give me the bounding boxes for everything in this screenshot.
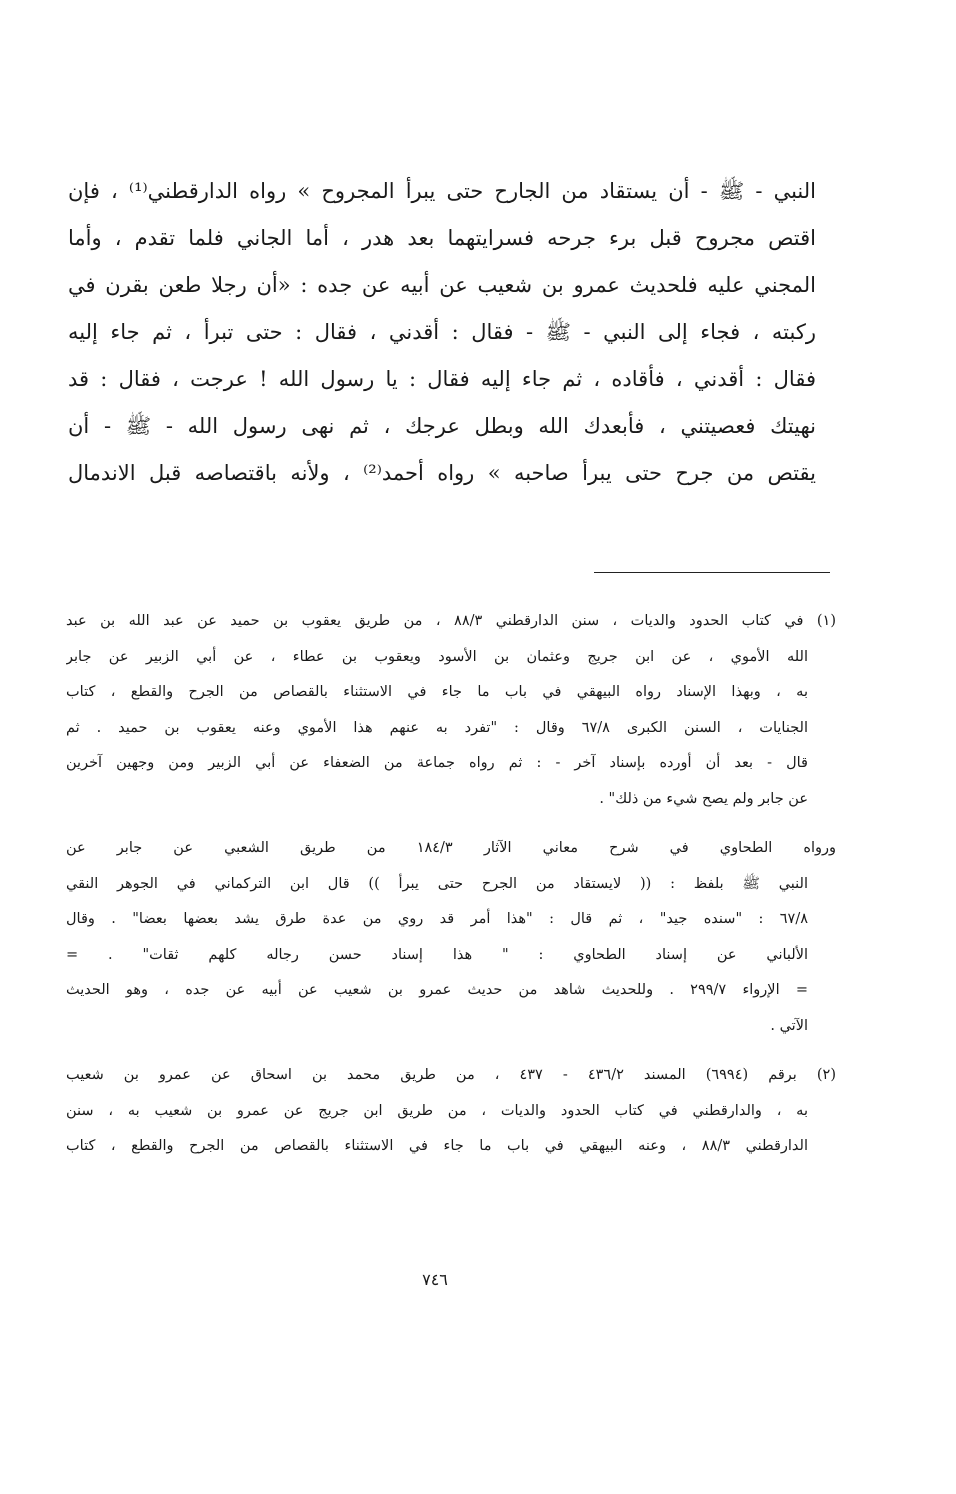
footnote-line: النبي ﷺ بلفظ : (( لايستقاد من الجرح حتى يبرأ )) قال ابن التركماني في الجوهر النقي (66, 875, 808, 892)
footnote-line: (٢) برقم (٦٩٩٤) المسند ٤٣٦/٢ - ٤٣٧ ، من طريق محمد بن اسحاق عن عمرو بن شعيب (66, 1067, 836, 1083)
main-text-line: اقتص مجروح قبل برء جرحه فسرايتهما بعد هدر ، أما الجاني فلما تقدم ، وأما (68, 226, 816, 250)
footnote-line: به ، والدارقطني في كتاب الحدود والديات ، من طريق ابن جريج عن عمرو بن شعيب به ، سنن (66, 1102, 808, 1119)
main-text-line: المجني عليه فلحديث عمرو بن شعيب عن أبيه عن جده : «أن رجلا طعن بقرن في (68, 273, 816, 297)
footnote-line: ٦٧/٨ : "سنده جيد" ، ثم قال : "هذا أمر قد روي من عدة طرق يشد بعضها بعضا" . وقال (66, 911, 808, 927)
footnote-line: ورواه الطحاوي في شرح معاني الآثار ١٨٤/٣ من طريق الشعبي عن جابر عن (66, 840, 836, 856)
footnote-line: = الإرواء ٢٩٩/٧ . وللحديث شاهد من حديث عمرو بن شعيب عن أبيه عن جده ، وهو الحديث (66, 982, 808, 998)
footnote-1 (66, 604, 836, 817)
main-text-line: فقال : أقدني ، فأقاده ، ثم جاء إليه فقال : يا رسول الله ! عرجت ، فقال : قد (68, 367, 816, 391)
footnote-line: الجنايات ، السنن الكبرى ٦٧/٨ وقال : "تفرد به عنهم هذا الأموي وعنه يعقوب بن حميد . ثم (66, 719, 808, 736)
footnote-1-continuation (66, 831, 836, 1044)
main-text-line: النبي - ﷺ - أن يستقاد من الجارح حتى يبرأ المجروح » رواه الدارقطني⁽¹⁾ ، فإن (68, 179, 816, 203)
footnote-line: قال - بعد أن أورده بإسناد آخر - : ثم رواه جماعة من الضعفاء عن أبي الزبير ومن وجهين آخرين (66, 755, 808, 771)
main-text-line: ركبته ، فجاء إلى النبي - ﷺ - فقال : أقدني ، فقال : حتى تبرأ ، ثم جاء إليه (68, 320, 816, 344)
footnote-line: به ، وبهذا الإسناد رواه البيهقي في باب ما جاء في الاستثناء بالقصاص من الجرح والقطع ، كتاب (66, 684, 808, 700)
footnote-line: الله الأموي ، عن ابن جريج وعثمان بن الأسود ويعقوب بن عطاء ، عن أبي الزبير عن جابر (66, 648, 808, 665)
main-text (68, 168, 816, 497)
footnote-line: الآتي . (770, 1017, 808, 1034)
footnotes (66, 604, 836, 1179)
footnote-2 (66, 1058, 836, 1165)
main-text-line: نهيتك فعصيتني ، فأبعدك الله وبطل عرجك ، ثم نهى رسول الله - ﷺ - أن (68, 414, 816, 438)
page-number: ٧٤٦ (422, 1270, 448, 1289)
footnote-line: الألباني عن إسناد الطحاوي : " هذا إسناد حسن رجاله كلهم ثقات" . = (66, 946, 808, 963)
footnote-line: الدارقطني ٨٨/٣ ، وعنه البيهقي في باب ما جاء في الاستثناء بالقصاص من الجرح والقطع ، كتاب (66, 1138, 808, 1154)
footnote-separator (594, 572, 830, 573)
footnote-line: (١) في كتاب الحدود والديات ، سنن الدارقطني ٨٨/٣ ، من طريق يعقوب بن حميد عن عبد الله بن عبد (66, 613, 836, 629)
main-text-line: يقتص من جرح حتى يبرأ صاحبه » رواه أحمد⁽²⁾ ، ولأنه باقتصاصه قبل الاندمال (68, 461, 816, 485)
footnote-line: عن جابر ولم يصح شيء من ذلك" . (599, 790, 808, 807)
